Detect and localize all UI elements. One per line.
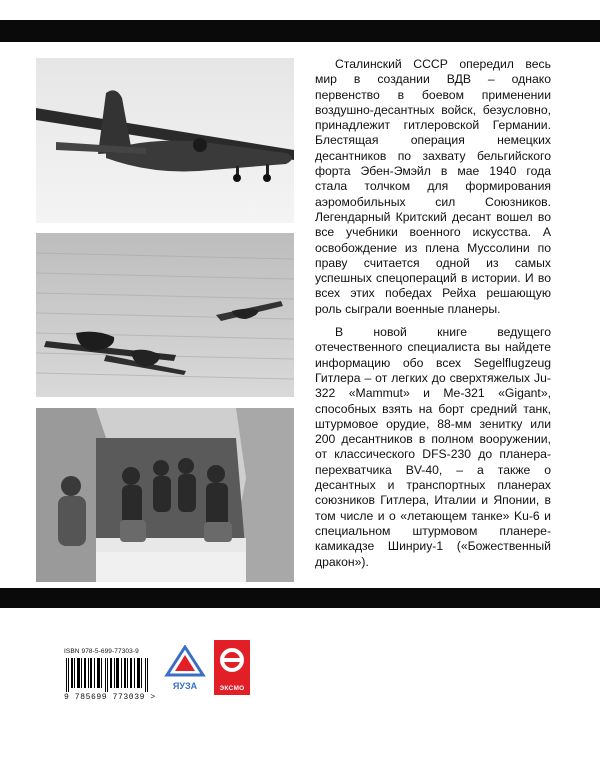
barcode [64,658,152,692]
bottom-black-band [0,588,600,608]
eksmo-emblem-icon [214,640,250,680]
cover-blurb [315,57,551,578]
eksmo-label: ЭКСМО [219,685,245,692]
top-black-band [0,20,600,42]
photo-glider-in-flight [36,58,294,223]
eksmo-logo [214,640,250,695]
isbn-block [64,648,154,702]
yauza-label: ЯУЗА [172,681,198,691]
isbn-text: ISBN 978-5-699-77303-9 [64,648,139,655]
blurb-paragraph-2: В новой книге ведущего отечественного специалиста вы найдете информацию обо всех Segelflugzeug Гитлера – от легких до сверхтяжелых Ju-322 «Mammut» и Me-321 «Gigant», способных взять на борт средний танк, штурмовое орудие, 88-мм зенитку или 200 десантников в полном вооружении, от классического DFS-230 до планера-перехватчика BV-40, – а также о десантных и транспортных планерах союзников Гитлера, Италии и Японии, в том числе и о «летающем танке» Ku-6 и специальном штурмовом планере-камикадзе Шинриу-1 («Божественный дракон»). [315,325,551,569]
blurb-paragraph-1: Сталинский СССР опередил весь мир в создании ВДВ – однако первенство в боевом применении воздушно-десантных войск, безусловно, принадлежит гитлеровской Германии. Блестящая операция немецких десантников по захвату бельгийского форта Эбен-Эмэйл в мае 1940 года стала толчком для формирования аэромобильных сил Союзников. Легендарный Критский десант вошел во все учебники военного искусства. А освобождение из плена Муссолини по праву считается одной из самых успешных спецопераций в истории. И во всех этих победах Рейха решающую роль сыграли военные планеры. [315,57,551,316]
photo-soldiers-in-glider [36,408,294,582]
photo-aircraft-over-sea [36,233,294,397]
barcode-number: 9 785699 773039 > [64,693,156,702]
yauza-logo [163,645,207,691]
yauza-emblem-icon [163,645,207,679]
